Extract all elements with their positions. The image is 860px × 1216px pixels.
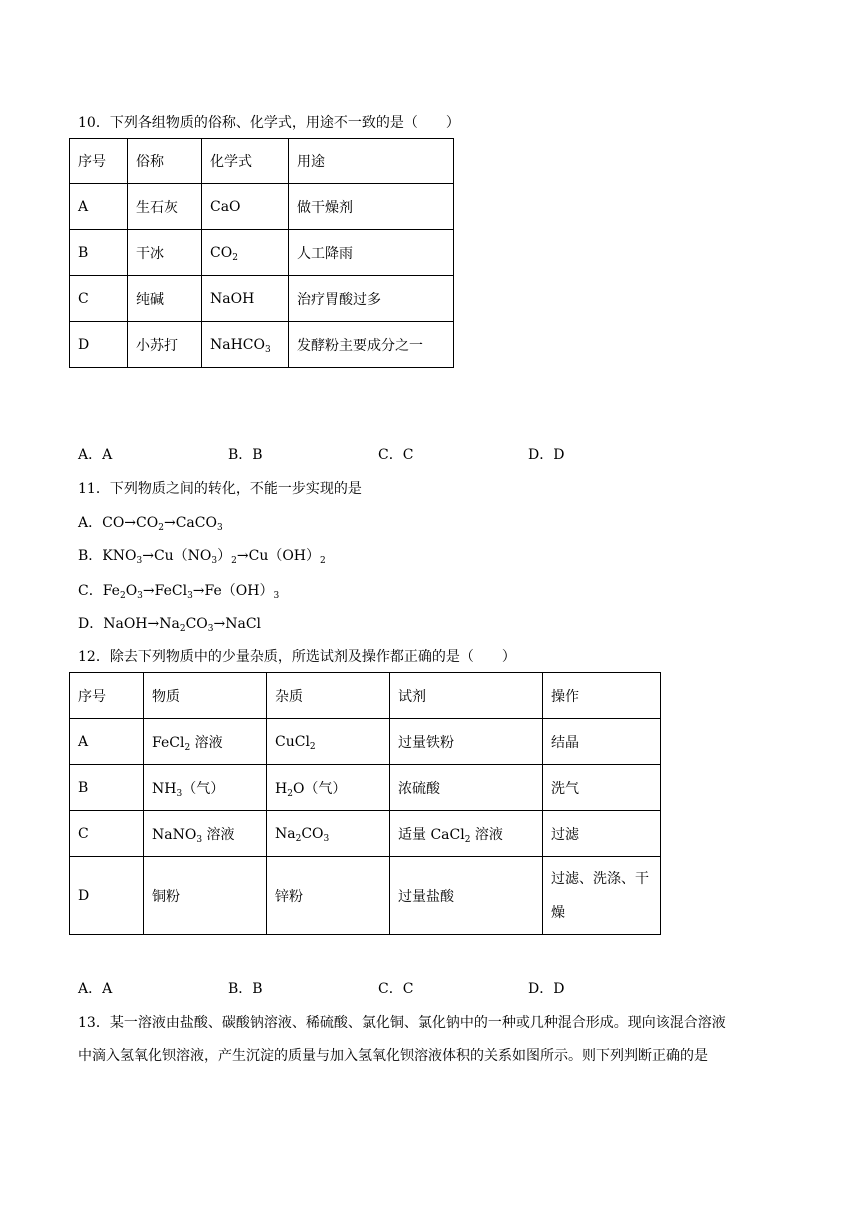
q12-option-c[interactable]: C．C: [378, 981, 414, 997]
q11-option-d[interactable]: D．$NaOH\to Na_2CO_3\to NaCl$: [78, 616, 262, 634]
q13-stem-line2: 中滴入氢氧化钡溶液，产生沉淀的质量与加入氢氧化钡溶液体积的关系如图所示。则下列判断正确的是: [78, 1048, 708, 1064]
cell: A: [70, 719, 144, 765]
cell: $Na_2CO_3$: [267, 811, 390, 857]
table-row: [70, 811, 661, 857]
q11-option-b[interactable]: B．$KNO_3\to Cu(NO_3)_2\to Cu(OH)_2$: [78, 548, 326, 566]
table-row: [70, 276, 454, 322]
cell: 过滤、洗涤、干 燥: [543, 857, 661, 935]
header-cell: 试剂: [390, 673, 543, 719]
q10-option-a[interactable]: A．A: [78, 447, 113, 463]
cell: 纯碱: [128, 276, 202, 322]
cell: [202, 230, 289, 276]
cell: 发酵粉主要成分之一: [289, 322, 454, 368]
q10-table: [69, 138, 454, 368]
cell: A: [70, 184, 128, 230]
q11-option-a[interactable]: A．$CO\to CO_2\to CaCO_3$: [78, 515, 223, 533]
q12-option-a[interactable]: A．A: [78, 981, 113, 997]
cell: 锌粉: [267, 857, 390, 935]
table-row: [70, 719, 661, 765]
q11-stem: 11．下列物质之间的转化，不能一步实现的是: [78, 481, 362, 497]
cell: CaO: [202, 184, 289, 230]
cell: $H_2O$（气）: [267, 765, 390, 811]
header-cell: 操作: [543, 673, 661, 719]
cell: $NH_3$（气）: [144, 765, 267, 811]
table-row: [70, 184, 454, 230]
header-cell: 杂质: [267, 673, 390, 719]
header-cell: 化学式: [202, 139, 289, 184]
header-cell: 序号: [70, 139, 128, 184]
q13-stem-line1: 13．某一溶液由盐酸、碳酸钠溶液、稀硫酸、氯化铜、氯化钠中的一种或几种混合形成。现向该混合溶液: [78, 1015, 726, 1031]
cell: D: [70, 322, 128, 368]
cell: 做干燥剂: [289, 184, 454, 230]
cell: 过滤: [543, 811, 661, 857]
table-row: [70, 230, 454, 276]
cell: 小苏打: [128, 322, 202, 368]
cell: 生石灰: [128, 184, 202, 230]
q10-option-b[interactable]: B．B: [228, 447, 263, 463]
cell: C: [70, 811, 144, 857]
q12-option-d[interactable]: D．D: [528, 981, 565, 997]
cell: 过量铁粉: [390, 719, 543, 765]
header-cell: 物质: [144, 673, 267, 719]
cell: 洗气: [543, 765, 661, 811]
table-row: [70, 765, 661, 811]
cell: C: [70, 276, 128, 322]
cell: 治疗胃酸过多: [289, 276, 454, 322]
table-row: [70, 857, 661, 935]
q12-table: [69, 672, 661, 935]
cell: 干冰: [128, 230, 202, 276]
q11-option-c[interactable]: C．$Fe_2O_3\to FeCl_3\to Fe(OH)_3$: [78, 583, 280, 601]
table-row: [70, 322, 454, 368]
cell: B: [70, 765, 144, 811]
formula: CO: [210, 244, 233, 261]
header-cell: 用途: [289, 139, 454, 184]
cell: 结晶: [543, 719, 661, 765]
cell: NaNO$_3$ 溶液: [144, 811, 267, 857]
cell: CuCl$_2$: [267, 719, 390, 765]
subscript: 3: [265, 344, 271, 355]
cell: 适量 CaCl$_2$ 溶液: [390, 811, 543, 857]
cell: [202, 322, 289, 368]
q10-option-c[interactable]: C．C: [378, 447, 414, 463]
cell: FeCl$_2$ 溶液: [144, 719, 267, 765]
table-header-row: [70, 139, 454, 184]
table-header-row: [70, 673, 661, 719]
subscript: 2: [232, 252, 238, 263]
header-cell: 俗称: [128, 139, 202, 184]
header-cell: 序号: [70, 673, 144, 719]
cell: D: [70, 857, 144, 935]
cell: 铜粉: [144, 857, 267, 935]
cell: 人工降雨: [289, 230, 454, 276]
q12-option-b[interactable]: B．B: [228, 981, 263, 997]
q12-stem: 12．除去下列物质中的少量杂质，所选试剂及操作都正确的是（ ）: [78, 649, 516, 665]
q10-option-d[interactable]: D．D: [528, 447, 565, 463]
formula: NaHCO: [210, 336, 265, 353]
cell: 浓硫酸: [390, 765, 543, 811]
q10-stem: 10．下列各组物质的俗称、化学式，用途不一致的是（ ）: [78, 115, 460, 131]
cell: 过量盐酸: [390, 857, 543, 935]
cell: B: [70, 230, 128, 276]
cell: NaOH: [202, 276, 289, 322]
